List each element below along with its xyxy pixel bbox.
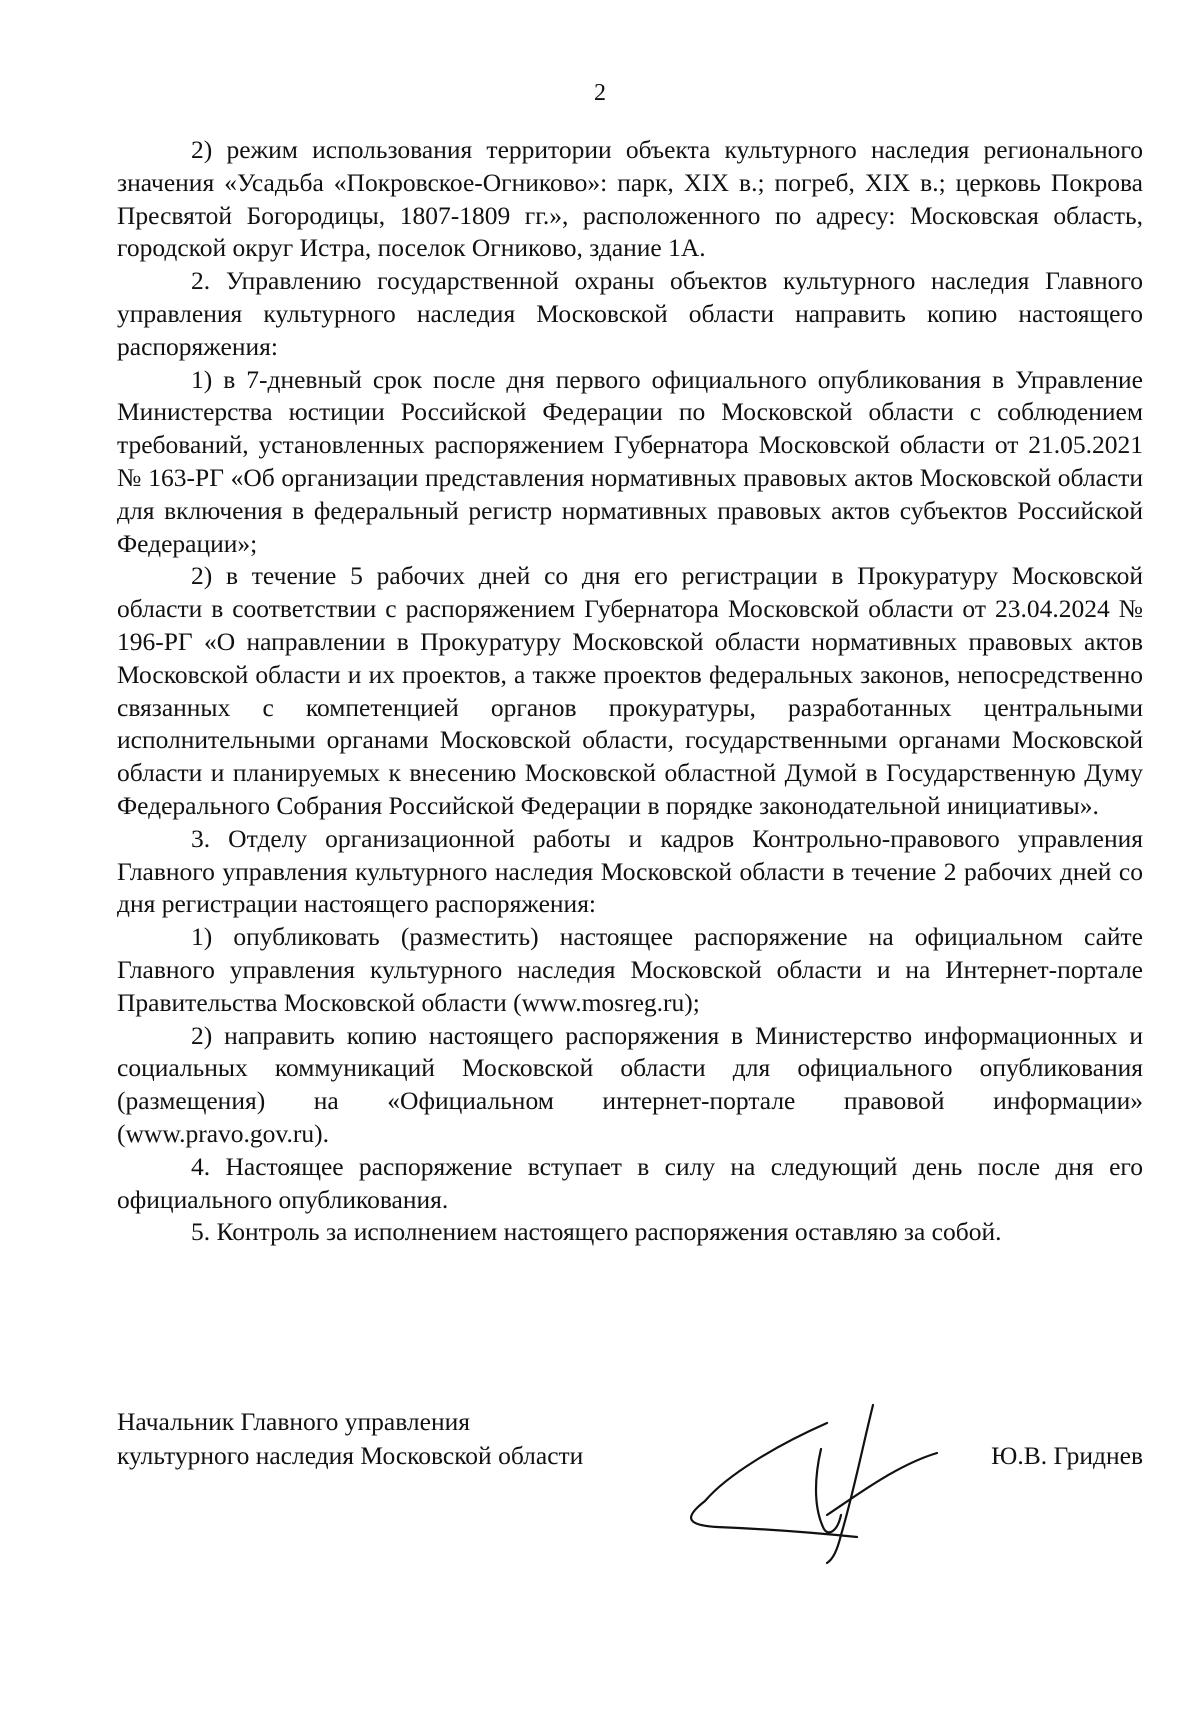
signatory-title bbox=[117, 1405, 583, 1473]
paragraph: 2) направить копию настоящего распоряжения в Министерство информационных и социальных коммуникаций Московской области для официального опубликования (размещения) на «Официальном интернет-портале правовой информации» (www.pravo.gov.ru). bbox=[117, 1020, 1143, 1148]
signatory-name: Ю.В. Гриднев bbox=[991, 1441, 1143, 1470]
paragraph: 4. Настоящее распоряжение вступает в силу на следующий день после дня его официального опубликования. bbox=[117, 1151, 1143, 1214]
document-body bbox=[117, 134, 1143, 1249]
paragraph: 2) в течение 5 рабочих дней со дня его регистрации в Прокуратуру Московской области в соответствии с распоряжением Губернатора Московской области от 23.04.2024 № 196-РГ «О направлении в Прокуратуру Московской области нормативных правовых актов Московской области и их проектов, а также проектов федеральных законов, непосредственно связанных с компетенцией органов прокуратуры, разработанных центральными исполнительными органами Московской области, государственными органами Московской области и планируемых к внесению Московской областной Думой в Государственную Думу Федерального Собрания Российской Федерации в порядке законодательной инициативы». bbox=[117, 561, 1143, 820]
handwritten-signature bbox=[627, 1405, 1027, 1565]
paragraph: 1) в 7-дневный срок после дня первого официального опубликования в Управление Министерства юстиции Российской Федерации по Московской области с соблюдением требований, установленных распоряжением Губернатора Московской области от 21.05.2021 № 163-РГ «Об организации представления нормативных правовых актов Московской области для включения в федеральный регистр нормативных правовых актов субъектов Российской Федерации»; bbox=[117, 364, 1143, 558]
paragraph: 2. Управлению государственной охраны объектов культурного наследия Главного управления культурного наследия Московской области направить копию настоящего распоряжения: bbox=[117, 266, 1143, 361]
signatory-title-line: Начальник Главного управления bbox=[117, 1407, 470, 1436]
page-number: 2 bbox=[594, 80, 606, 106]
signatory-title-line: культурного наследия Московской области bbox=[117, 1441, 584, 1470]
signature-block bbox=[117, 1405, 1143, 1565]
paragraph: 1) опубликовать (разместить) настоящее распоряжение на официальном сайте Главного управления культурного наследия Московской области и на Интернет-портале Правительства Московской области (www.mosreg.ru); bbox=[117, 922, 1143, 1017]
paragraph: 2) режим использования территории объекта культурного наследия регионального значения «Усадьба «Покровское-Огниково»: парк, XIX в.; погреб, XIX в.; церковь Покрова Пресвятой Богородицы, 1807-1809 гг.», расположенного по адресу: Московская область, городской округ Истра, поселок Огниково, здание 1А. bbox=[117, 135, 1143, 263]
paragraph: 5. Контроль за исполнением настоящего распоряжения оставляю за собой. bbox=[191, 1217, 1002, 1247]
paragraph: 3. Отделу организационной работы и кадров Контрольно-правового управления Главного управления культурного наследия Московской области в течение 2 рабочих дней со дня регистрации настоящего распоряжения: bbox=[117, 823, 1143, 919]
